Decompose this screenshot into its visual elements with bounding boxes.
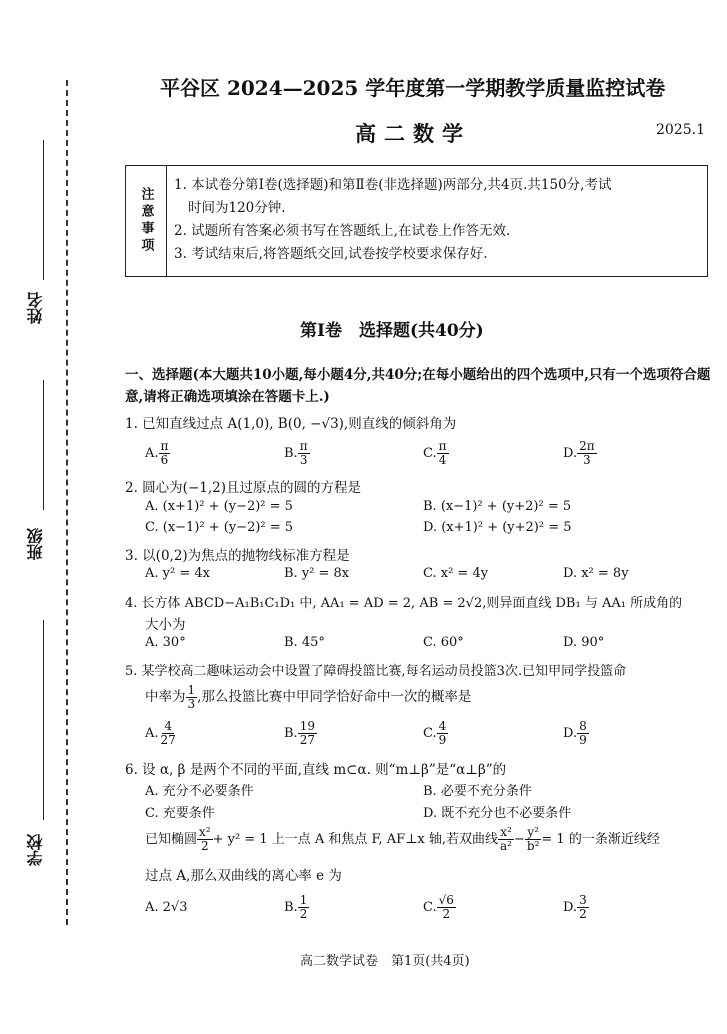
q6-option-d: D. 既不充分也不必要条件 bbox=[423, 806, 572, 821]
q7-option-d: D. $\frac{3}{2}$ bbox=[563, 893, 587, 921]
q5-option-c: C. $\frac{4}{9}$ bbox=[423, 719, 447, 747]
q5-option-b: B. $\frac{19}{27}$ bbox=[284, 719, 315, 747]
q2-option-c: C. (x−1)² + (y−2)² = 5 bbox=[145, 520, 294, 535]
q4-option-c: C. 60° bbox=[423, 635, 464, 650]
question-5-stem-cont: 中率为 $\frac{1}{3}$ ,那么投篮比赛中甲同学恰好命中一次的概率是 bbox=[145, 683, 472, 711]
notice-item: 1. 本试卷分第Ⅰ卷(选择题)和第Ⅱ卷(非选择题)两部分,共4页.共150分,考试 bbox=[174, 177, 612, 193]
name-write-line bbox=[43, 140, 44, 280]
class-write-line bbox=[43, 380, 44, 510]
subject-title: 高二数学 bbox=[355, 121, 471, 146]
q4-option-b: B. 45° bbox=[284, 635, 325, 650]
q1-option-a: A. $\frac{\pi}{6}$ bbox=[145, 439, 169, 467]
question-4-stem: 4. 长方体 ABCD−A₁B₁C₁D₁ 中, AA₁ = AD = 2, AB = 2√2,则异面直线 DB₁ 与 AA₁ 所成角的 bbox=[125, 596, 683, 611]
q3-option-d: D. x² = 8y bbox=[563, 566, 629, 581]
school-write-line bbox=[43, 620, 44, 820]
q5-option-a: A. $\frac{4}{27}$ bbox=[145, 719, 176, 747]
question-6-stem: 6. 设 α, β 是两个不同的平面,直线 m⊂α. 则“m⊥β”是“α⊥β”的 bbox=[125, 762, 507, 778]
cut-line bbox=[66, 80, 68, 925]
q1-option-d: D. $\frac{2\pi}{3}$ bbox=[563, 439, 595, 467]
notice-item: 时间为120分钟. bbox=[188, 200, 286, 216]
notice-box bbox=[125, 165, 708, 277]
q2-option-d: D. (x+1)² + (y+2)² = 5 bbox=[423, 520, 572, 535]
question-2-stem: 2. 圆心为(−1,2)且过原点的圆的方程是 bbox=[125, 480, 361, 496]
page-footer: 高二数学试卷 第1页(共4页) bbox=[300, 954, 470, 969]
section-title: 第Ⅰ卷 选择题(共40分) bbox=[300, 321, 484, 341]
q2-option-a: A. (x+1)² + (y−2)² = 5 bbox=[145, 499, 293, 514]
q7-option-b: B. $\frac{1}{2}$ bbox=[284, 893, 308, 921]
notice-item: 3. 考试结束后,将答题纸交回,试卷按学校要求保存好. bbox=[174, 246, 488, 262]
question-5-stem: 5. 某学校高二趣味运动会中设置了障碍投篮比赛,每名运动员投篮3次.已知甲同学投篮命 bbox=[125, 664, 627, 679]
question-7-stem: 已知椭圆 $\frac{\text{x²}}{2}$ + y² = 1 上一点 A 和焦点 F, AF⊥x 轴,若双曲线 $\frac{\text{x²}}{\text{a²}}$ − $\frac{\text{y²}}{\text{b²}}$ = 1 的一条渐近线经 bbox=[145, 825, 660, 853]
q6-option-b: B. 必要不充分条件 bbox=[423, 784, 532, 799]
q5-option-d: D. $\frac{8}{9}$ bbox=[563, 719, 587, 747]
part-intro: 一、选择题(本大题共10小题,每小题4分,共40分;在每小题给出的四个选项中,只有一个选项符合题意,请将正确选项填涂在答题卡上.) bbox=[125, 367, 711, 405]
school-label: 学校 bbox=[26, 834, 45, 866]
q4-option-a: A. 30° bbox=[145, 635, 186, 650]
q3-option-b: B. y² = 8x bbox=[284, 566, 350, 581]
q3-option-c: C. x² = 4y bbox=[423, 566, 489, 581]
exam-date: 2025.1 bbox=[656, 122, 705, 138]
q6-option-a: A. 充分不必要条件 bbox=[145, 784, 254, 799]
q2-option-b: B. (x−1)² + (y+2)² = 5 bbox=[423, 499, 572, 514]
question-4-stem-cont: 大小为 bbox=[145, 617, 186, 633]
q1-option-b: B. $\frac{\pi}{3}$ bbox=[284, 439, 308, 467]
q7-option-c: C. $\frac{√6}{2}$ bbox=[423, 893, 454, 921]
q6-option-c: C. 充要条件 bbox=[145, 806, 215, 821]
q4-option-d: D. 90° bbox=[563, 635, 605, 650]
q1-option-c: C. $\frac{\pi}{4}$ bbox=[423, 439, 447, 467]
question-3-stem: 3. 以(0,2)为焦点的抛物线标准方程是 bbox=[125, 548, 350, 564]
notice-item: 2. 试题所有答案必须书写在答题纸上,在试卷上作答无效. bbox=[174, 223, 511, 239]
question-7-stem-cont: 过点 A,那么双曲线的离心率 e 为 bbox=[145, 868, 342, 884]
q7-option-a: A. 2√3 bbox=[145, 900, 188, 915]
notice-body bbox=[174, 174, 699, 266]
notice-head: 注意事项 bbox=[126, 166, 167, 276]
q3-option-a: A. y² = 4x bbox=[145, 566, 210, 581]
exam-title: 平谷区 2024—2025 学年度第一学期教学质量监控试卷 bbox=[160, 76, 666, 100]
class-label: 班级 bbox=[26, 528, 45, 560]
question-1-stem: 1. 已知直线过点 A(1,0), B(0, −√3),则直线的倾斜角为 bbox=[125, 416, 457, 432]
name-label: 姓名 bbox=[26, 292, 45, 324]
